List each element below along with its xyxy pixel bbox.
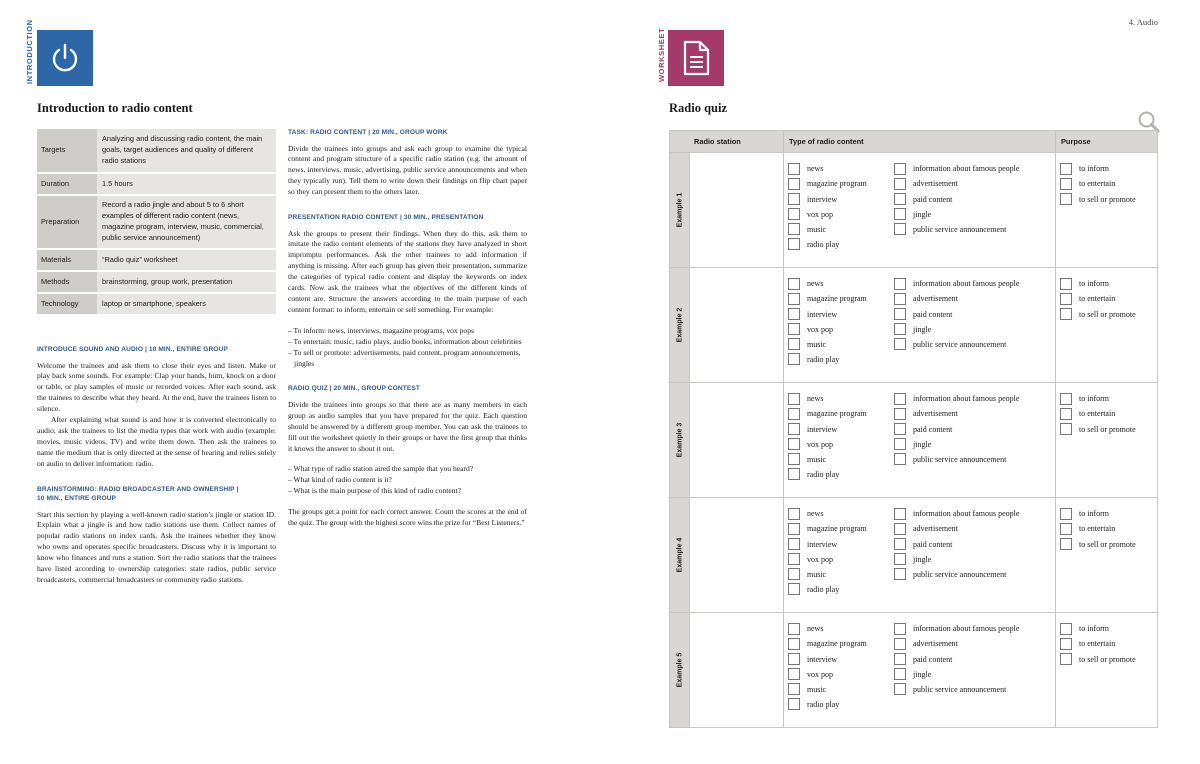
example-label-cell	[670, 613, 690, 728]
checkbox[interactable]	[894, 523, 906, 535]
table-row	[37, 173, 276, 195]
content-type-option[interactable]	[788, 537, 894, 551]
checkbox[interactable]	[1060, 308, 1072, 320]
purpose-option[interactable]	[1060, 407, 1157, 421]
checkbox[interactable]	[1060, 163, 1072, 175]
checkbox-label: vox pop	[807, 554, 833, 564]
checkbox[interactable]	[788, 538, 800, 550]
content-type-option[interactable]	[788, 322, 894, 336]
content-type-option[interactable]	[894, 452, 1054, 466]
checkbox[interactable]	[1060, 393, 1072, 405]
checkbox[interactable]	[788, 293, 800, 305]
checkbox[interactable]	[894, 683, 906, 695]
checkbox[interactable]	[894, 538, 906, 550]
checkbox[interactable]	[788, 583, 800, 595]
checkbox[interactable]	[788, 393, 800, 405]
checkbox[interactable]	[788, 553, 800, 565]
info-value: “Radio quiz” worksheet	[97, 249, 276, 271]
checkbox[interactable]	[788, 523, 800, 535]
checkbox-label: jingle	[913, 439, 932, 449]
table-row	[670, 383, 1158, 498]
purpose-cell	[1056, 153, 1158, 268]
content-type-option[interactable]	[894, 322, 1054, 336]
checkbox[interactable]	[894, 453, 906, 465]
checkbox-label: to entertain	[1079, 179, 1116, 189]
checkbox[interactable]	[1060, 638, 1072, 650]
table-row	[37, 293, 276, 315]
purpose-option[interactable]	[1060, 192, 1157, 206]
checkbox-label: vox pop	[807, 669, 833, 679]
content-type-cell	[784, 498, 1056, 613]
checkbox-label: information about famous people	[913, 624, 1020, 634]
content-type-option[interactable]	[788, 437, 894, 451]
checkbox-label: to sell or promote	[1079, 539, 1136, 549]
content-type-option[interactable]	[788, 467, 894, 481]
purpose-option[interactable]	[1060, 292, 1157, 306]
content-type-option[interactable]	[788, 392, 894, 406]
content-type-option[interactable]	[894, 622, 1054, 636]
content-type-option[interactable]	[894, 652, 1054, 666]
checkbox-label: music	[807, 224, 827, 234]
worksheet-table	[669, 130, 1158, 728]
list-item: – What type of radio station aired the sample that you heard?	[288, 464, 474, 474]
checkbox-label: to sell or promote	[1079, 654, 1136, 664]
checkbox-label: news	[807, 509, 824, 519]
checkbox-label: paid content	[913, 309, 953, 319]
paragraph: Welcome the trainees and ask them to close their eyes and listen. Make or play back some sounds. For example: Clap your hands, hum, knock on a door or table, or play samples of music or recorded voices. After each sound, ask the trainees to describe what they heard. At the end, have the trainees listen to silence.	[37, 360, 276, 414]
list-item: – To sell or promote: advertisements, paid content, program announcements, jingles	[288, 347, 521, 368]
purpose-cell	[1056, 383, 1158, 498]
checkbox[interactable]	[894, 623, 906, 635]
section-tag-introduction: INTRODUCTION	[25, 19, 34, 84]
purpose-option[interactable]	[1060, 422, 1157, 436]
example-label: Example 4	[676, 537, 683, 573]
checkbox[interactable]	[788, 193, 800, 205]
page-title: Introduction to radio content	[37, 101, 193, 115]
checkbox[interactable]	[894, 208, 906, 220]
table-row	[670, 268, 1158, 383]
paragraph: Ask the groups to present their findings. When they do this, ask them to imitate the radio content elements of the stations they have analyzed in short impromptu performances. Ask the other trainees to add information if anything is missing. After each group has given their presentation, summarize the categories of typical radio content and display the keywords on index cards. Now ask the trainees what the objectives of the different kinds of content are. Structure the answers according to the main purpose of each content format: to inform, entertain or sell something. For example:	[288, 228, 527, 314]
checkbox[interactable]	[894, 423, 906, 435]
content-type-option[interactable]	[788, 682, 894, 696]
checkbox[interactable]	[788, 353, 800, 365]
checkbox-label: interview	[807, 539, 838, 549]
section-tag-worksheet: WORKSHEET	[657, 27, 666, 82]
example-label-cell	[670, 268, 690, 383]
checkbox[interactable]	[894, 638, 906, 650]
checkbox[interactable]	[894, 393, 906, 405]
checkbox[interactable]	[894, 508, 906, 520]
purpose-option[interactable]	[1060, 522, 1157, 536]
checkbox[interactable]	[788, 178, 800, 190]
checkbox[interactable]	[788, 468, 800, 480]
checkbox[interactable]	[1060, 193, 1072, 205]
section-heading: PRESENTATION RADIO CONTENT | 30 MIN., PRESENTATION	[288, 214, 484, 222]
checkbox-label: vox pop	[807, 209, 833, 219]
content-type-option[interactable]	[894, 222, 1054, 236]
header-purpose: Purpose	[1056, 131, 1158, 153]
purpose-option[interactable]	[1060, 307, 1157, 321]
content-type-option[interactable]	[788, 237, 894, 251]
content-type-option[interactable]	[894, 207, 1054, 221]
content-type-option[interactable]	[894, 192, 1054, 206]
checkbox-label: information about famous people	[913, 279, 1020, 289]
purpose-cell	[1056, 268, 1158, 383]
list-item: – What kind of radio content is it?	[288, 475, 392, 485]
checkbox[interactable]	[1060, 423, 1072, 435]
content-type-option[interactable]	[894, 437, 1054, 451]
checkbox-label: radio play	[807, 239, 840, 249]
content-type-option[interactable]	[788, 582, 894, 596]
purpose-option[interactable]	[1060, 277, 1157, 291]
checkbox-label: to sell or promote	[1079, 194, 1136, 204]
content-type-option[interactable]	[894, 507, 1054, 521]
checkbox[interactable]	[788, 223, 800, 235]
purpose-cell	[1056, 498, 1158, 613]
content-type-option[interactable]	[894, 567, 1054, 581]
checkbox-label: radio play	[807, 584, 840, 594]
checkbox[interactable]	[788, 568, 800, 580]
list-item: – What is the main purpose of this kind of radio content?	[288, 486, 462, 496]
checkbox[interactable]	[1060, 623, 1072, 635]
paragraph: Divide the trainees into groups so that there are as many members in each group as audio samples that you have prepared for the quiz. Each question should be answered by a different group member. You can ask the trainees to fill out the worksheet quietly in their groups or have the first group that thinks it knows the answer to shout it out.	[288, 399, 527, 453]
checkbox-label: to sell or promote	[1079, 309, 1136, 319]
checkbox[interactable]	[1060, 523, 1072, 535]
checkbox-label: to inform	[1079, 624, 1109, 634]
content-type-option[interactable]	[894, 682, 1054, 696]
checkbox-label: vox pop	[807, 324, 833, 334]
purpose-option[interactable]	[1060, 392, 1157, 406]
content-type-option[interactable]	[788, 207, 894, 221]
checkbox-label: advertisement	[913, 179, 958, 189]
checkbox-label: advertisement	[913, 524, 958, 534]
checkbox[interactable]	[894, 653, 906, 665]
purpose-option[interactable]	[1060, 637, 1157, 651]
purpose-option[interactable]	[1060, 177, 1157, 191]
info-value: 1.5 hours	[97, 173, 276, 195]
radio-station-field[interactable]	[690, 613, 784, 728]
purpose-option[interactable]	[1060, 162, 1157, 176]
checkbox-label: jingle	[913, 324, 932, 334]
content-type-option[interactable]	[788, 352, 894, 366]
checkbox[interactable]	[788, 623, 800, 635]
table-header-row	[670, 131, 1158, 153]
info-value: brainstorming, group work, presentation	[97, 271, 276, 293]
checkbox-label: advertisement	[913, 294, 958, 304]
content-type-option[interactable]	[894, 637, 1054, 651]
checkbox[interactable]	[788, 423, 800, 435]
checkbox[interactable]	[894, 553, 906, 565]
checkbox[interactable]	[788, 208, 800, 220]
checkbox[interactable]	[894, 438, 906, 450]
checkbox-label: paid content	[913, 424, 953, 434]
checkbox[interactable]	[894, 338, 906, 350]
header-radio-station: Radio station	[670, 131, 784, 153]
checkbox[interactable]	[788, 653, 800, 665]
content-type-option[interactable]	[788, 192, 894, 206]
content-type-option[interactable]	[788, 507, 894, 521]
paragraph: Divide the trainees into groups and ask each group to examine the typical content and program structure of a specific radio station (e.g. the amount of news, interviews, music, advertising, public service announcements and when they typically run). Tell them to write down their findings on flip chart paper so they can present them to the others later.	[288, 143, 527, 197]
checkbox[interactable]	[1060, 653, 1072, 665]
radio-station-field[interactable]	[690, 498, 784, 613]
content-type-option[interactable]	[894, 552, 1054, 566]
checkbox[interactable]	[894, 163, 906, 175]
example-label: Example 5	[676, 652, 683, 688]
checkbox-label: paid content	[913, 539, 953, 549]
checkbox-label: interview	[807, 424, 838, 434]
checkbox-label: music	[807, 684, 827, 694]
checkbox-label: public service announcement	[913, 684, 1007, 694]
paragraph: Start this section by playing a well-known radio station’s jingle or station ID. Explain what a jingle is and how radio stations use them. Collect names of popular radio stations on index cards. Ask the trainees whether they know who owns and operates specific broadcasters. Discuss why it is important to know who finances and runs a station. Sort the radio stations that the trainees have listed according to ownership categories: state radios, public service broadcasters, commercial broadcasters or community radio stations.	[37, 509, 276, 584]
purpose-option[interactable]	[1060, 507, 1157, 521]
checkbox[interactable]	[1060, 538, 1072, 550]
checkbox[interactable]	[1060, 508, 1072, 520]
section-heading-line: BRAINSTORMING: RADIO BROADCASTER AND OWNERSHIP |	[37, 485, 239, 493]
content-type-option[interactable]	[894, 422, 1054, 436]
header-content-type: Type of radio content	[784, 131, 1056, 153]
section-heading	[37, 485, 276, 504]
content-type-cell	[784, 268, 1056, 383]
checkbox[interactable]	[894, 323, 906, 335]
checkbox-label: magazine program	[807, 409, 867, 419]
checkbox[interactable]	[788, 683, 800, 695]
checkbox[interactable]	[788, 438, 800, 450]
checkbox[interactable]	[788, 338, 800, 350]
content-type-cell	[784, 153, 1056, 268]
checkbox-label: jingle	[913, 209, 932, 219]
content-type-option[interactable]	[788, 667, 894, 681]
checkbox[interactable]	[788, 278, 800, 290]
checkbox[interactable]	[788, 698, 800, 710]
purpose-cell	[1056, 613, 1158, 728]
content-type-option[interactable]	[894, 337, 1054, 351]
table-row	[37, 129, 276, 173]
checkbox-label: magazine program	[807, 524, 867, 534]
checkbox-label: radio play	[807, 354, 840, 364]
example-label-cell	[670, 153, 690, 268]
content-type-option[interactable]	[788, 337, 894, 351]
checkbox-label: to entertain	[1079, 294, 1116, 304]
example-label: Example 3	[676, 422, 683, 458]
checkbox-label: jingle	[913, 669, 932, 679]
table-row	[670, 613, 1158, 728]
text-column-right	[288, 128, 527, 529]
content-type-option[interactable]	[894, 407, 1054, 421]
checkbox[interactable]	[788, 308, 800, 320]
content-type-option[interactable]	[788, 177, 894, 191]
checkbox[interactable]	[788, 508, 800, 520]
content-type-option[interactable]	[788, 407, 894, 421]
checkbox-label: news	[807, 279, 824, 289]
checkbox[interactable]	[788, 323, 800, 335]
checkbox-label: music	[807, 339, 827, 349]
table-row	[670, 153, 1158, 268]
paragraph: The groups get a point for each correct answer. Count the scores at the end of the quiz. The group with the highest score wins the prize for “Best Listeners.”	[288, 507, 527, 528]
checkbox-label: magazine program	[807, 179, 867, 189]
worksheet-body	[670, 153, 1158, 728]
section-heading: RADIO QUIZ | 20 MIN., GROUP CONTEST	[288, 385, 420, 393]
info-key: Materials	[37, 249, 97, 271]
list-item: – To inform: news, interviews, magazine programs, vox pops	[288, 325, 474, 335]
checkbox-label: to inform	[1079, 164, 1109, 174]
checkbox-label: public service announcement	[913, 454, 1007, 464]
checkbox-label: magazine program	[807, 294, 867, 304]
checkbox[interactable]	[1060, 178, 1072, 190]
content-type-option[interactable]	[788, 622, 894, 636]
checkbox-label: to inform	[1079, 279, 1109, 289]
content-type-option[interactable]	[894, 177, 1054, 191]
checkbox[interactable]	[1060, 293, 1072, 305]
content-type-option[interactable]	[788, 697, 894, 711]
content-type-option[interactable]	[788, 552, 894, 566]
content-type-option[interactable]	[894, 277, 1054, 291]
checkbox[interactable]	[894, 193, 906, 205]
checkbox-label: paid content	[913, 654, 953, 664]
checkbox-label: to entertain	[1079, 409, 1116, 419]
section-heading: TASK: RADIO CONTENT | 20 MIN., GROUP WORK	[288, 129, 448, 136]
content-type-option[interactable]	[788, 307, 894, 321]
checkbox-label: advertisement	[913, 639, 958, 649]
checkbox[interactable]	[894, 278, 906, 290]
checkbox-label: to inform	[1079, 509, 1109, 519]
checkbox-label: interview	[807, 654, 838, 664]
section-heading: INTRODUCE SOUND AND AUDIO | 10 MIN., ENTIRE GROUP	[37, 346, 228, 353]
table-row	[37, 249, 276, 271]
checkbox[interactable]	[894, 408, 906, 420]
content-type-option[interactable]	[894, 537, 1054, 551]
content-type-option[interactable]	[788, 222, 894, 236]
checkbox-label: news	[807, 164, 824, 174]
example-label: Example 2	[676, 307, 683, 343]
info-key: Preparation	[37, 195, 97, 249]
checkbox-label: to inform	[1079, 394, 1109, 404]
content-type-option[interactable]	[788, 567, 894, 581]
checkbox-label: advertisement	[913, 409, 958, 419]
checkbox[interactable]	[894, 568, 906, 580]
info-table	[37, 129, 276, 316]
paragraph: After explaining what sound is and how it is converted electronically to audio, ask the trainees to list the media types that work with audio (example: movies, music videos, TV) and write them down. Then ask the trainees to name the medium that is only directed at the sense of hearing and relies solely on audio to deliver information: radio.	[37, 415, 276, 468]
checkbox[interactable]	[894, 293, 906, 305]
checkbox-label: to entertain	[1079, 639, 1116, 649]
checkbox-label: public service announcement	[913, 224, 1007, 234]
checkbox-label: paid content	[913, 194, 953, 204]
checkbox-label: to sell or promote	[1079, 424, 1136, 434]
document-icon	[668, 30, 724, 86]
content-type-option[interactable]	[788, 277, 894, 291]
content-type-option[interactable]	[788, 522, 894, 536]
info-value: laptop or smartphone, speakers	[97, 293, 276, 315]
purpose-option[interactable]	[1060, 537, 1157, 551]
content-type-option[interactable]	[894, 162, 1054, 176]
content-type-cell	[784, 613, 1056, 728]
content-type-option[interactable]	[894, 292, 1054, 306]
info-key: Duration	[37, 173, 97, 195]
checkbox-label: interview	[807, 194, 838, 204]
radio-station-field[interactable]	[690, 268, 784, 383]
info-key: Methods	[37, 271, 97, 293]
info-value: Record a radio jingle and about 5 to 6 short examples of different radio content (news, magazine program, interview, music, commercial, public service announcement)	[97, 195, 276, 249]
purpose-option[interactable]	[1060, 652, 1157, 666]
checkbox[interactable]	[1060, 408, 1072, 420]
checkbox[interactable]	[894, 223, 906, 235]
checkbox-label: music	[807, 569, 827, 579]
checkbox-label: information about famous people	[913, 509, 1020, 519]
checkbox[interactable]	[788, 638, 800, 650]
content-type-option[interactable]	[894, 522, 1054, 536]
checkbox-label: magazine program	[807, 639, 867, 649]
info-key: Targets	[37, 129, 97, 173]
table-row	[670, 498, 1158, 613]
purpose-option[interactable]	[1060, 622, 1157, 636]
example-label: Example 1	[676, 192, 683, 228]
checkbox[interactable]	[788, 668, 800, 680]
text-column-left	[37, 345, 276, 586]
checkbox-label: news	[807, 624, 824, 634]
content-type-option[interactable]	[788, 292, 894, 306]
checkbox-label: radio play	[807, 699, 840, 709]
checkbox-label: public service announcement	[913, 569, 1007, 579]
power-icon	[37, 30, 93, 86]
content-type-option[interactable]	[788, 652, 894, 666]
content-type-option[interactable]	[894, 307, 1054, 321]
checkbox-label: interview	[807, 309, 838, 319]
info-key: Technology	[37, 293, 97, 315]
checkbox-label: vox pop	[807, 439, 833, 449]
radio-station-field[interactable]	[690, 383, 784, 498]
checkbox[interactable]	[788, 163, 800, 175]
checkbox[interactable]	[788, 453, 800, 465]
checkbox[interactable]	[894, 178, 906, 190]
content-type-option[interactable]	[788, 452, 894, 466]
list-item: – To entertain: music, radio plays, audio books, information about celebrities	[288, 336, 522, 346]
checkbox-label: public service announcement	[913, 339, 1007, 349]
page-label: 4. Audio	[1128, 17, 1158, 27]
checkbox[interactable]	[788, 408, 800, 420]
section-heading-line: 10 MIN., ENTIRE GROUP	[37, 495, 117, 503]
content-type-option[interactable]	[788, 422, 894, 436]
checkbox[interactable]	[894, 668, 906, 680]
content-type-option[interactable]	[788, 637, 894, 651]
worksheet-title: Radio quiz	[669, 101, 728, 115]
checkbox-label: radio play	[807, 469, 840, 479]
content-type-option[interactable]	[894, 667, 1054, 681]
radio-station-field[interactable]	[690, 153, 784, 268]
content-type-option[interactable]	[788, 162, 894, 176]
info-value: Analyzing and discussing radio content, the main goals, target audiences and quality of different radio stations	[97, 129, 276, 173]
checkbox-label: information about famous people	[913, 164, 1020, 174]
checkbox-label: news	[807, 394, 824, 404]
example-label-cell	[670, 383, 690, 498]
checkbox-label: jingle	[913, 554, 932, 564]
table-row	[37, 271, 276, 293]
checkbox-label: music	[807, 454, 827, 464]
example-label-cell	[670, 498, 690, 613]
checkbox[interactable]	[788, 238, 800, 250]
table-row	[37, 195, 276, 249]
content-type-option[interactable]	[894, 392, 1054, 406]
content-type-cell	[784, 383, 1056, 498]
checkbox[interactable]	[894, 308, 906, 320]
checkbox-label: information about famous people	[913, 394, 1020, 404]
checkbox[interactable]	[1060, 278, 1072, 290]
checkbox-label: to entertain	[1079, 524, 1116, 534]
